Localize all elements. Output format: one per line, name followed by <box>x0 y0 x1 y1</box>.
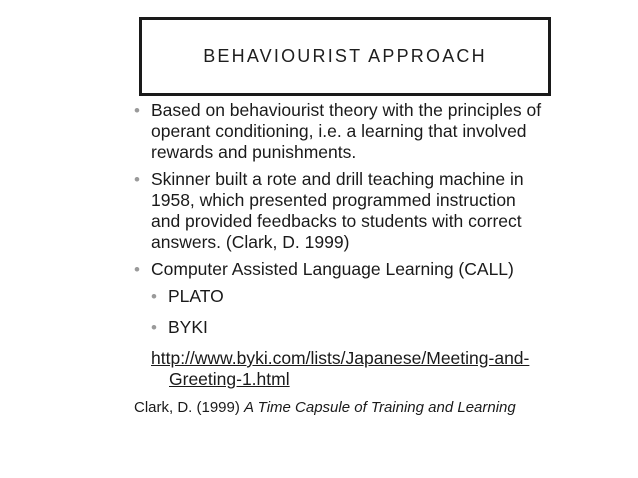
slide-content <box>134 100 594 396</box>
byki-link-line-2[interactable]: Greeting-1.html <box>169 369 290 389</box>
citation-prefix: Clark, D. (1999) <box>134 399 245 416</box>
bullet-line: operant conditioning, i.e. a learning that involved <box>151 121 527 141</box>
citation <box>134 398 516 417</box>
bullet-line: Computer Assisted Language Learning (CALL) <box>151 259 514 279</box>
title-box <box>139 17 551 96</box>
bullet-line: Skinner built a rote and drill teaching machine in <box>151 169 524 189</box>
bullet-dot: • <box>134 170 140 189</box>
bullet-call <box>134 259 594 280</box>
bullet-dot: • <box>134 260 140 279</box>
bullet-dot: • <box>134 101 140 120</box>
bullet-line: Based on behaviourist theory with the principles of <box>151 100 542 120</box>
bullet-line: 1958, which presented programmed instruction <box>151 190 516 210</box>
bullet-dot: • <box>151 287 157 306</box>
sub-bullet-byki <box>134 317 594 338</box>
bullet-behaviourist-theory <box>134 100 594 163</box>
byki-link-line-1[interactable]: http://www.byki.com/lists/Japanese/Meeting-and- <box>151 348 530 368</box>
bullet-dot: • <box>151 318 157 337</box>
bullet-line: rewards and punishments. <box>151 142 357 162</box>
bullet-skinner-machine <box>134 169 594 253</box>
sub-bullet-plato <box>134 286 594 307</box>
sub-bullet-label: PLATO <box>168 286 224 306</box>
bullet-line: answers. (Clark, D. 1999) <box>151 232 350 252</box>
bullet-line: and provided feedbacks to students with correct <box>151 211 522 231</box>
citation-title: A Time Capsule of Training and Learning <box>244 399 516 416</box>
byki-link[interactable] <box>134 348 594 390</box>
sub-bullet-label: BYKI <box>168 317 208 337</box>
slide-title: BEHAVIOURIST APPROACH <box>203 46 487 66</box>
